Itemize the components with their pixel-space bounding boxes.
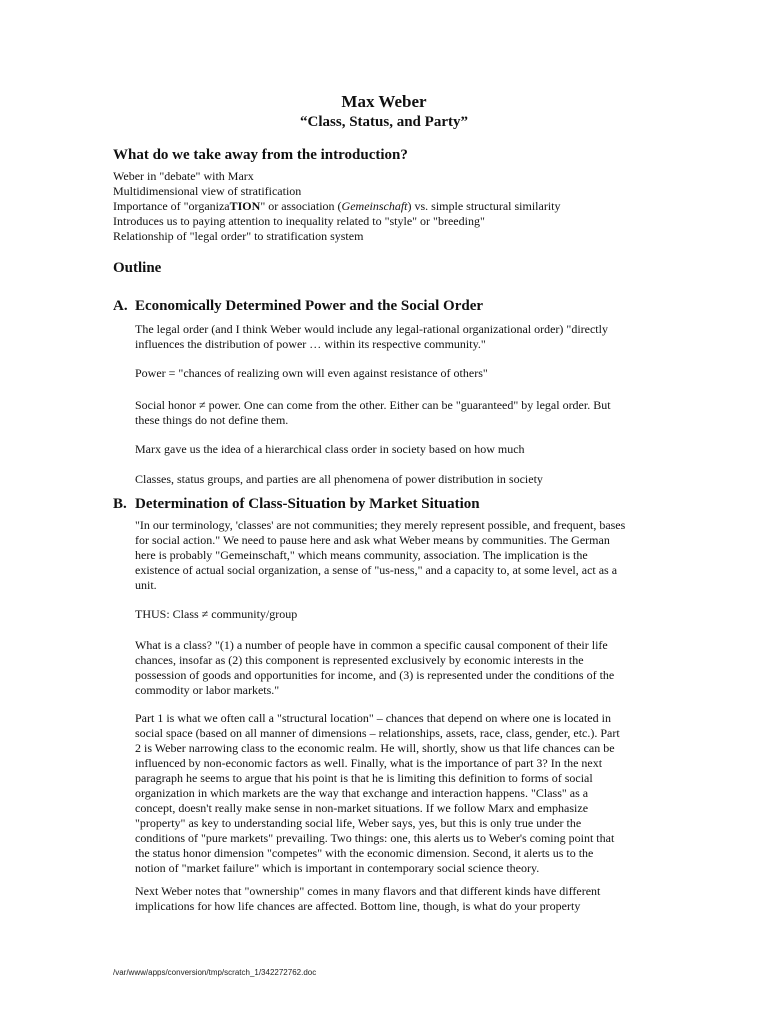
paragraph-line: "property" as key to understanding social life, Weber says, yes, but this is only true under the xyxy=(135,816,582,830)
paragraph-line: commodity or labor markets." xyxy=(135,683,280,697)
paragraph-line: THUS: Class ≠ community/group xyxy=(135,607,298,621)
intro-heading: What do we take away from the introduction? xyxy=(113,147,408,163)
paragraph-line: social space (based on all manner of dimensions – relationships, assets, race, class, gender, etc.). Part xyxy=(135,726,620,740)
page-title: Max Weber xyxy=(341,92,427,111)
paragraph-line: implications for how life chances are affected. Bottom line, though, is what do your property xyxy=(135,899,581,913)
paragraph xyxy=(135,518,645,593)
paragraph xyxy=(135,711,645,876)
page-subtitle: “Class, Status, and Party” xyxy=(300,114,468,130)
paragraph xyxy=(135,638,645,698)
file-path-footer: /var/www/apps/conversion/tmp/scratch_1/342272762.doc xyxy=(113,968,317,977)
paragraph-line: Social honor ≠ power. One can come from the other. Either can be "guaranteed" by legal order. But xyxy=(135,398,611,412)
paragraph-line: these things do not define them. xyxy=(135,413,289,427)
section-b-heading: B. Determination of Class-Situation by Market Situation xyxy=(113,496,480,512)
paragraph-line: unit. xyxy=(135,578,157,592)
paragraph xyxy=(135,472,645,487)
paragraph-line: influences the distribution of power … within its respective community." xyxy=(135,337,486,351)
paragraph-line: existence of actual social organization, a sense of "us-ness," and a capacity to, at some level, act as a xyxy=(135,563,618,577)
paragraph-line: Classes, status groups, and parties are all phenomena of power distribution in society xyxy=(135,472,543,486)
section-letter: B. xyxy=(113,496,127,512)
paragraph-line: Next Weber notes that "ownership" comes in many flavors and that different kinds have different xyxy=(135,884,601,898)
paragraph xyxy=(135,322,645,352)
paragraph xyxy=(135,398,645,428)
paragraph-line: here is probably "Gemeinschaft," which means community, association. The implication is the xyxy=(135,548,588,562)
paragraph-line: Marx gave us the idea of a hierarchical class order in society based on how much xyxy=(135,442,525,456)
section-letter: A. xyxy=(113,298,128,314)
outline-heading: Outline xyxy=(113,260,162,276)
paragraph-line: influenced by non-economic factors as well. Finally, what is the importance of part 3? In the next xyxy=(135,756,603,770)
paragraph-line: for social action." We need to pause here and ask what Weber means by communities. The German xyxy=(135,533,610,547)
intro-item: Introduces us to paying attention to inequality related to "style" or "breeding" xyxy=(113,214,485,228)
intro-item: Weber in "debate" with Marx xyxy=(113,169,254,183)
section-a-heading: A. Economically Determined Power and the Social Order xyxy=(113,298,484,314)
paragraph-line: conditions of "pure markets" prevailing. Two things: one, this alerts us to Weber's coming point that xyxy=(135,831,615,845)
intro-list xyxy=(113,169,561,244)
paragraph-line: notion of "market failure" which is important in contemporary social science theory. xyxy=(135,861,540,875)
paragraph xyxy=(135,607,645,622)
intro-item: Relationship of "legal order" to stratification system xyxy=(113,229,364,243)
paragraph-line: Part 1 is what we often call a "structural location" – chances that depend on where one is located in xyxy=(135,711,611,725)
paragraph-line: paragraph he seems to argue that his point is that he is limiting this definition to forms of social xyxy=(135,771,593,785)
paragraph-line: "In our terminology, 'classes' are not communities; they merely represent possible, and frequent, bases xyxy=(135,518,626,532)
paragraph-line: What is a class? "(1) a number of people have in common a specific causal component of their life xyxy=(135,638,608,652)
paragraph xyxy=(135,442,645,457)
paragraph-line: Power = "chances of realizing own will even against resistance of others" xyxy=(135,366,488,380)
paragraph-line: 2 is Weber narrowing class to the economic realm. He will, shortly, show us that life chances can be xyxy=(135,741,615,755)
paragraph-line: organization in which markets are the way that exchange and interaction happens. "Class" as a xyxy=(135,786,589,800)
intro-item: Importance of "organizaTION" or association (Gemeinschaft) vs. simple structural similarity xyxy=(113,199,561,213)
paragraph-line: The legal order (and I think Weber would include any legal-rational organizational order) "directly xyxy=(135,322,608,336)
paragraph xyxy=(135,884,645,914)
paragraph-line: chances, insofar as (2) this component is represented exclusively by economic interests in the xyxy=(135,653,584,667)
paragraph-line: concept, doesn't really make sense in non-market situations. If we follow Marx and emphasize xyxy=(135,801,589,815)
intro-item: Multidimensional view of stratification xyxy=(113,184,302,198)
paragraph-line: the status honor dimension "competes" with the economic dimension. Second, it alerts us to the xyxy=(135,846,594,860)
paragraph-line: possession of goods and opportunities for income, and (3) is represented under the conditions of the xyxy=(135,668,615,682)
paragraph xyxy=(135,366,645,381)
